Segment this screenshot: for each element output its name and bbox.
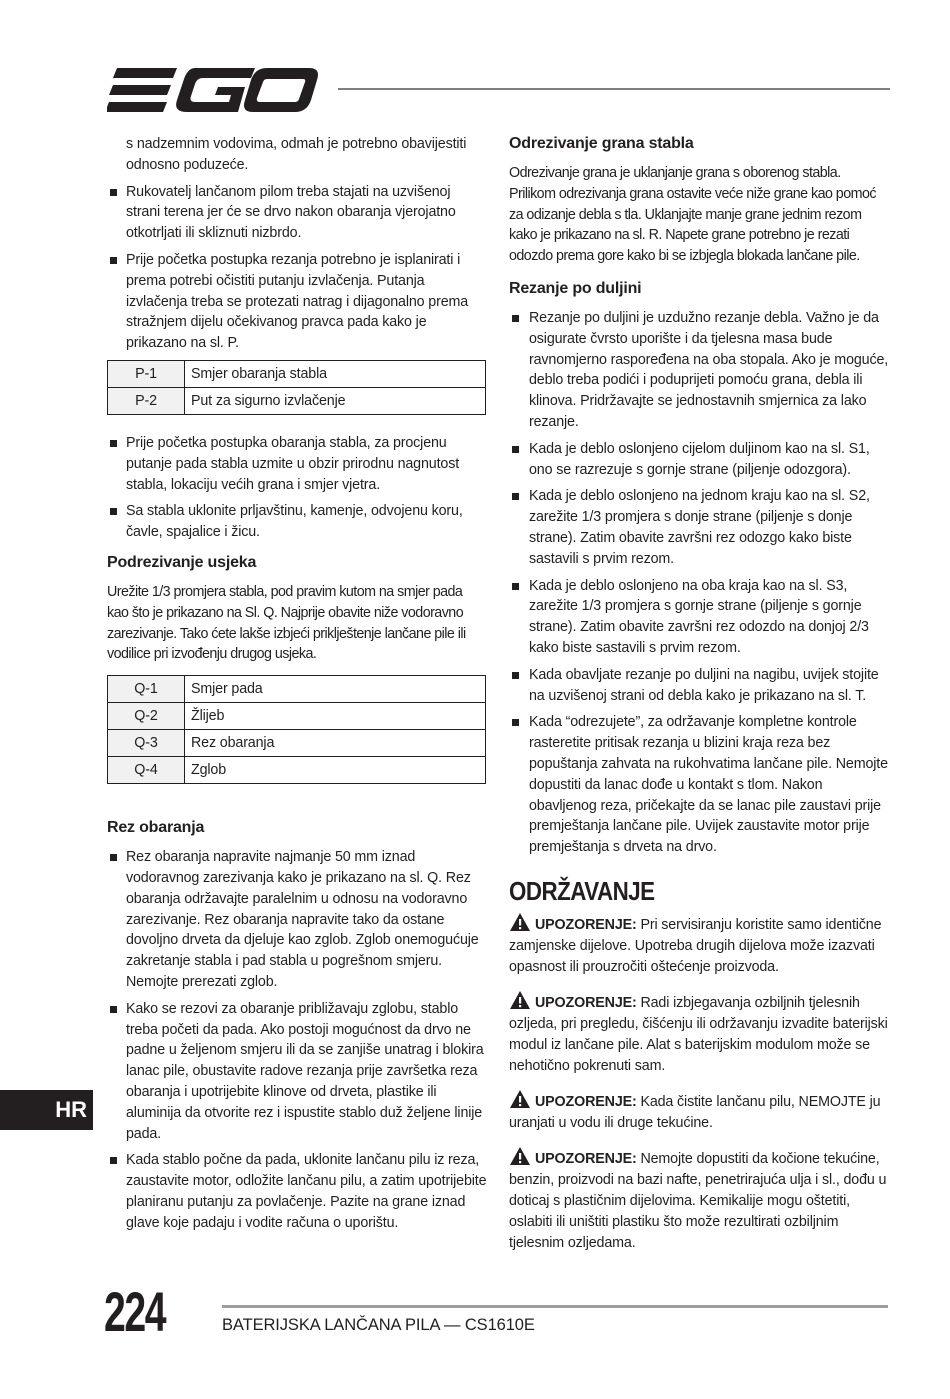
left-column xyxy=(107,134,487,1239)
bullet-icon xyxy=(512,583,519,590)
warning-block xyxy=(509,1089,889,1134)
bullet-list-b xyxy=(107,433,487,543)
warning-label: UPOZORENJE: xyxy=(535,994,637,1011)
list-item: Rezanje po duljini je uzdužno rezanje debla. Važno je da osigurate čvrsto uporište i da tjelesna masa bude ravnomjerno raspoređena na oba stopala. Ako je moguće, deblo treba podići i poduprijeti pomoću grana, debla ili klinova. Pridržavajte se jednostavnih smjernica za lako rezanje. xyxy=(509,308,889,433)
bullet-list-d xyxy=(509,308,889,858)
list-item: Sa stabla uklonite prljavštinu, kamenje, odvojenu koru, čavle, spajalice i žicu. xyxy=(107,501,487,543)
list-item: Kako se rezovi za obaranje približavaju zglobu, stablo treba početi da pada. Ako postoji mogućnost da drvo ne padne u željenom smjeru ili da se zanjiše unatrag i blokira lanac pile, obustavite radove rezanja prije završetka reza obaranja i upotrijebite klinove od drveta, plastike ili aluminija da otvorite rez i ispustite stablo duž željene linije pada. xyxy=(107,999,487,1145)
list-item: Kada je deblo oslonjeno na jednom kraju kao na sl. S2, zarežite 1/3 promjera s donje strane (piljenje s donje strane). Zatim obavite završni rez odozgo kako biste sastavili s prvim rezom. xyxy=(509,486,889,569)
list-item: Kada je deblo oslonjeno na oba kraja kao na sl. S3, zarežite 1/3 promjera s gornje strane (piljenje s gornje strane). Zatim obavite završni rez odozdo na donjoj 2/3 kako biste sastavili s prvim rezom. xyxy=(509,576,889,659)
list-item: Kada “odrezujete”, za održavanje kompletne kontrole rasteretite pritisak rezanja u blizini kraja reza bez popuštanja zahvata na rukohvatima lančane pile. Nemojte dopustiti da lanac dođe u kontakt s tlom. Nakon obavljenog reza, pričekajte da se lanac pile zaustavi prije premještanja lančane pile. Uvijek zaustavite motor prije premještanja s drveta na drvo. xyxy=(509,712,889,858)
legend-code: P-1 xyxy=(108,360,185,387)
warning-text: Kada čistite lančanu pilu, NEMOJTE ju uranjati u vodu ili druge tekućine. xyxy=(509,1093,881,1131)
list-item: Rez obaranja napravite najmanje 50 mm iznad vodoravnog zarezivanja kako je prikazano na sl. Q. Rez obaranja održavajte paralelnim u odnosu na vodoravno zarezivanje. Rez obaranja napravite tako da ostane dovoljno drveta da djeluje kao zglob. Zglob onemogućuje zakretanje stabla i pad stabla u pogrešnom smjeru. Nemojte prerezati zglob. xyxy=(107,847,487,993)
legend-description: Smjer pada xyxy=(185,676,486,703)
ego-logo xyxy=(107,66,319,114)
footer-title: BATERIJSKA LANČANA PILA — CS1610E xyxy=(222,1316,535,1334)
table-row xyxy=(108,757,486,784)
bullet-icon xyxy=(110,257,117,264)
list-item: Kada je deblo oslonjeno cijelom duljinom kao na sl. S1, ono se razrezuje s gornje strane (piljenje odozgora). xyxy=(509,439,889,481)
legend-code: Q-3 xyxy=(108,730,185,757)
legend-code: Q-4 xyxy=(108,757,185,784)
bullet-list-a xyxy=(107,182,487,354)
bullet-icon xyxy=(512,315,519,322)
intro-continuation xyxy=(107,134,487,176)
list-item: Kada stablo počne da pada, uklonite lančanu pilu iz reza, zaustavite motor, odložite lančanu pilu, a zatim upotrijebite planiranu putanju za povlačenje. Pazite na grane iznad glave koje padaju i vodite računa o uporištu. xyxy=(107,1150,487,1233)
warning-text: Nemojte dopustiti da kočione tekućine, benzin, proizvodi na bazi nafte, penetrirajuća ulja i sl., dođu u doticaj s plastičnim dijelovima. Kemikalije mogu oštetiti, oslabiti ili uništiti plastiku što može rezultirati ozbiljnim tjelesnim ozljedama. xyxy=(509,1150,887,1251)
legend-code: Q-2 xyxy=(108,703,185,730)
bullet-icon xyxy=(512,719,519,726)
warning-label: UPOZORENJE: xyxy=(535,1093,637,1110)
table-row xyxy=(108,703,486,730)
legend-description: Zglob xyxy=(185,757,486,784)
footer-rule xyxy=(222,1305,888,1308)
legend-code: P-2 xyxy=(108,387,185,414)
bullet-icon xyxy=(110,854,117,861)
bullet-icon xyxy=(110,1006,117,1013)
warning-text: Radi izbjegavanja ozbiljnih tjelesnih ozljeda, pri pregledu, čišćenju ili održavanju izvadite baterijski modul iz lančane pile. Alat s baterijskim modulom može se nehotično pokrenuti sam. xyxy=(509,994,888,1074)
list-item: s nadzemnim vodovima, odmah je potrebno obavijestiti odnosno poduzeće. xyxy=(126,136,467,173)
legend-table-p xyxy=(107,360,486,415)
warning-triangle-icon xyxy=(509,1089,531,1109)
bullet-icon xyxy=(512,672,519,679)
bullet-icon xyxy=(110,508,117,515)
header-rule xyxy=(338,88,890,90)
legend-description: Smjer obaranja stabla xyxy=(185,360,486,387)
table-row xyxy=(108,676,486,703)
bullet-list-c xyxy=(107,847,487,1233)
table-row xyxy=(108,360,486,387)
list-item: Prije početka postupka rezanja potrebno je isplanirati i prema potrebi očistiti putanju izvlačenja. Putanja izvlačenja treba se protezati natrag i dijagonalno prema stražnjem dijelu očekivanog pravca pada kako je prikazano na sl. P. xyxy=(107,250,487,354)
legend-description: Put za sigurno izvlačenje xyxy=(185,387,486,414)
legend-code: Q-1 xyxy=(108,676,185,703)
warning-triangle-icon xyxy=(509,1146,531,1166)
bullet-icon xyxy=(110,440,117,447)
section-heading-bucking: Rezanje po duljini xyxy=(509,279,642,297)
limbing-paragraph: Odrezivanje grana je uklanjanje grana s oborenog stabla. Prilikom odrezivanja grana ostavite veće niže grane kao pomoć za odizanje debla s tla. Uklanjajte manje grane jednim rezom kako je prikazano na sl. R. Napete grane potrebno je rezati odozdo prema gore kako bi se izbjegla blokada lančane pile. xyxy=(509,165,876,265)
warning-block xyxy=(509,990,889,1077)
legend-description: Žlijeb xyxy=(185,703,486,730)
list-item: Kada obavljate rezanje po duljini na nagibu, uvijek stojite na uzvišenoj strani od debla kako je prikazano na sl. T. xyxy=(509,665,889,707)
list-item: Prije početka postupka obaranja stabla, za procjenu putanje pada stabla uzmite u obzir prirodnu nagnutost stabla, lokaciju većih grana i smjer vjetra. xyxy=(107,433,487,495)
bullet-icon xyxy=(110,1157,117,1164)
bullet-icon xyxy=(110,189,117,196)
section-heading-limbing: Odrezivanje grana stabla xyxy=(509,135,694,152)
legend-description: Rez obaranja xyxy=(185,730,486,757)
right-column xyxy=(509,134,889,1266)
language-tab: HR xyxy=(0,1090,93,1130)
warning-text: Pri servisiranju koristite samo identične zamjenske dijelove. Upotreba drugih dijelova može izazvati opasnost ili prouzročiti oštećenje proizvoda. xyxy=(509,916,882,975)
bullet-icon xyxy=(512,446,519,453)
legend-table-q xyxy=(107,675,486,784)
section-heading-felling: Rez obaranja xyxy=(107,819,205,837)
warning-block xyxy=(509,1146,889,1254)
table-row xyxy=(108,730,486,757)
notch-paragraph: Urežite 1/3 promjera stabla, pod pravim kutom na smjer pada kao što je prikazano na Sl. Q. Najprije obavite niže vodoravno zarezivanje. Tako ćete lakše izbjeći priklještenje lančane pile ili vodilice pri izvođenju drugog usjeka. xyxy=(107,583,466,663)
bullet-icon xyxy=(512,493,519,500)
list-item: Rukovatelj lančanom pilom treba stajati na uzvišenoj strani terena jer će se drvo nakon obaranja vjerojatno otkotrljati ili skliznuti nizbrdo. xyxy=(107,182,487,244)
warning-triangle-icon xyxy=(509,990,531,1010)
warning-label: UPOZORENJE: xyxy=(535,916,637,933)
table-row xyxy=(108,387,486,414)
page-number: 224 xyxy=(104,1280,166,1343)
warning-label: UPOZORENJE: xyxy=(535,1150,637,1167)
section-heading-notch: Podrezivanje usjeka xyxy=(107,553,257,571)
warning-block xyxy=(509,912,889,978)
section-heading-maintenance: ODRŽAVANJE xyxy=(509,875,655,906)
warning-triangle-icon xyxy=(509,912,531,932)
